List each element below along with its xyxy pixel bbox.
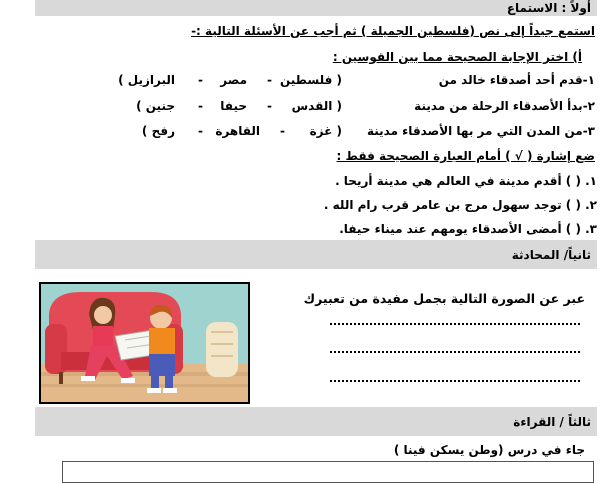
- illustration-children-on-sofa: [39, 282, 250, 404]
- mcq-1-option-2[interactable]: مصر: [220, 73, 247, 87]
- instruction-reading-lesson: جاء في درس (وطن يسكن فينا ): [393, 443, 585, 457]
- mcq-2-option-2[interactable]: حيفا: [220, 99, 247, 113]
- answer-line-2[interactable]: [330, 351, 580, 353]
- section-header-conversation: [35, 240, 597, 269]
- instruction-main: استمع جيداً إلى نص (فلسطين الجميلة ) ثم أجب عن الأسئلة التالية :-: [191, 24, 595, 38]
- section-title-listening: أولاً : الاستماع: [506, 1, 591, 15]
- tf-statement-3[interactable]: ٣. ( ) أمضى الأصدقاء يومهم عند ميناء حيفا.: [339, 222, 597, 236]
- illustration-svg: [41, 284, 248, 402]
- instruction-tick: ضع إشارة ( √ ) أمام العبارة الصحيحة فقط :: [336, 149, 595, 163]
- reading-text-box: [62, 461, 594, 483]
- mcq-3-sep-1: -: [280, 124, 285, 138]
- section-title-reading: ثالثاً / القراءة: [513, 415, 591, 429]
- mcq-2-option-1[interactable]: ( القدس: [291, 99, 342, 113]
- instruction-express: عبر عن الصورة التالية بجمل مفيدة من تعبيرك: [303, 291, 585, 306]
- section-header-listening: [35, 0, 597, 16]
- answer-line-3[interactable]: [330, 380, 580, 382]
- mcq-question-3: ٣-من المدن التي مر بها الأصدقاء مدينة: [366, 124, 595, 138]
- mcq-question-1: ١-قدم أحد أصدقاء خالد من: [438, 73, 595, 87]
- mcq-3-sep-2: -: [198, 124, 203, 138]
- tf-statement-2[interactable]: ٢. ( ) توجد سهول مرج بن عامر قرب رام الله .: [323, 198, 597, 212]
- section-header-reading: [35, 407, 597, 436]
- mcq-2-sep-1: -: [267, 99, 272, 113]
- mcq-2-option-3[interactable]: جنين ): [136, 99, 175, 113]
- mcq-3-option-1[interactable]: ( غزة: [309, 124, 342, 138]
- mcq-1-option-1[interactable]: ( فلسطين: [279, 73, 342, 87]
- mcq-1-sep-2: -: [198, 73, 203, 87]
- section-title-conversation: ثانياً/ المحادثة: [511, 248, 591, 262]
- mcq-question-2: ٢-بدأ الأصدقاء الرحلة من مدينة: [414, 99, 595, 113]
- mcq-1-option-3[interactable]: البرازيل ): [118, 73, 175, 87]
- mcq-3-option-3[interactable]: رفح ): [141, 124, 175, 138]
- instruction-choose: أ) اختر الإجابة الصحيحة مما بين القوسين :: [332, 50, 582, 64]
- mcq-3-option-2[interactable]: القاهرة: [215, 124, 260, 138]
- answer-line-1[interactable]: [330, 323, 580, 325]
- mcq-2-sep-2: -: [198, 99, 203, 113]
- tf-statement-1[interactable]: ١. ( ) أقدم مدينة في العالم هي مدينة أريحا .: [335, 174, 597, 188]
- mcq-1-sep-1: -: [267, 73, 272, 87]
